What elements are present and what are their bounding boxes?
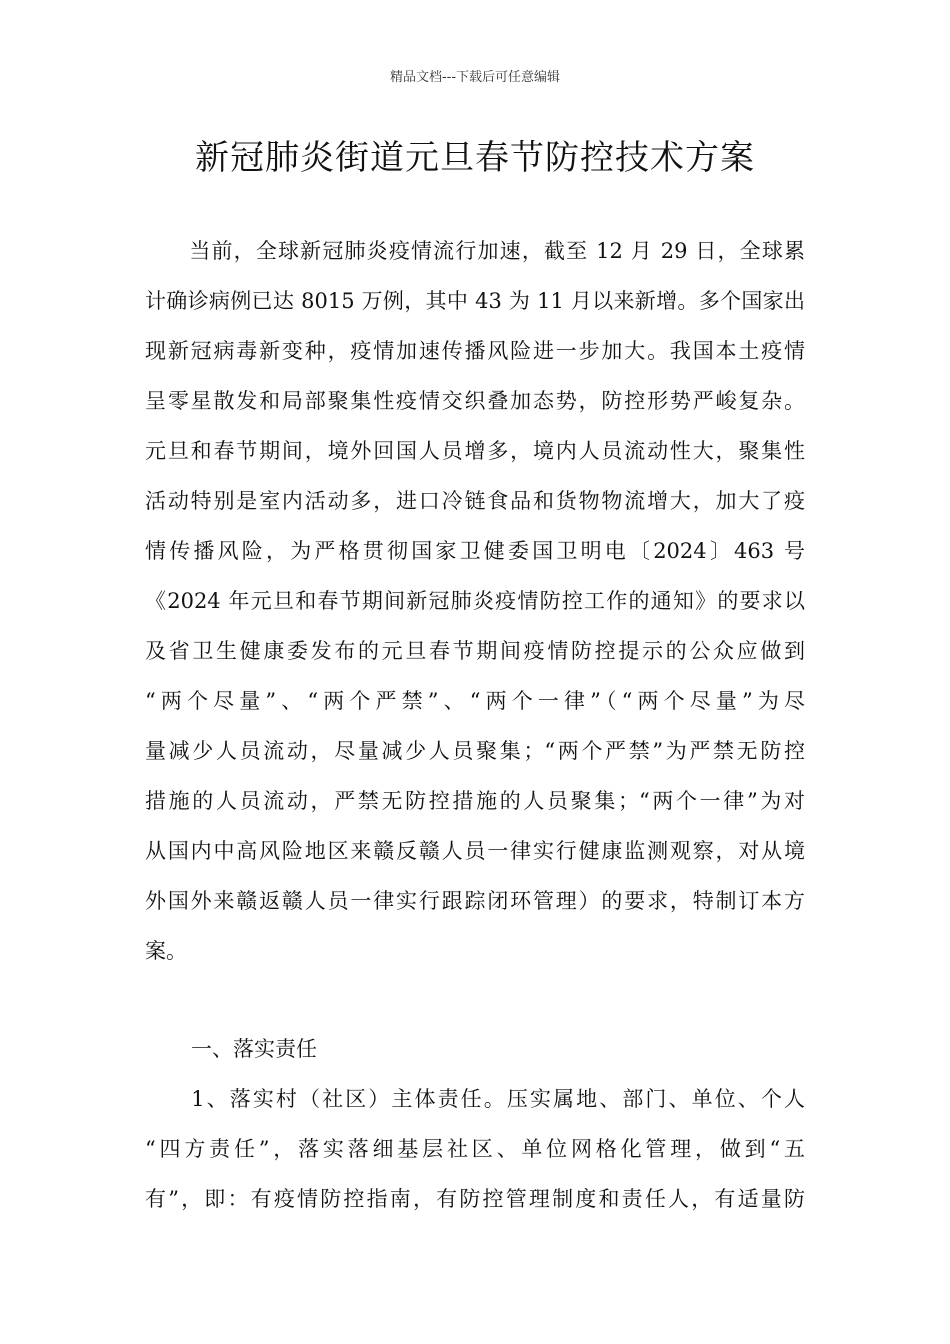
paragraph-line: 案。 [145, 939, 187, 963]
paragraph-line: 1、落实村（社区）主体责任。压实属地、部门、单位、个人 [145, 1087, 805, 1111]
paragraph-line: 《2024 年元旦和春节期间新冠肺炎疫情防控工作的通知》的要求以 [145, 589, 805, 613]
paragraph-line: 元旦和春节期间，境外回国人员增多，境内人员流动性大，聚集性 [145, 439, 805, 463]
paragraph-line: 有”，即：有疫情防控指南，有防控管理制度和责任人，有适量防 [145, 1187, 805, 1211]
paragraph-line: 现新冠病毒新变种，疫情加速传播风险进一步加大。我国本土疫情 [145, 339, 805, 363]
paragraph-line: 量减少人员流动，尽量减少人员聚集；“两个严禁”为严禁无防控 [145, 739, 805, 763]
intro-paragraph [145, 226, 805, 976]
paragraph-line: 计确诊病例已达 8015 万例，其中 43 为 11 月以来新增。多个国家出 [145, 289, 805, 313]
section-heading: 一、落实责任 [191, 1037, 317, 1061]
paragraph-line: “四方责任”，落实落细基层社区、单位网格化管理，做到“五 [145, 1137, 805, 1161]
paragraph-line: 情传播风险，为严格贯彻国家卫健委国卫明电〔2024〕463 号 [145, 539, 805, 563]
paragraph-line: 及省卫生健康委发布的元旦春节期间疫情防控提示的公众应做到 [145, 639, 805, 663]
paragraph-line: 当前，全球新冠肺炎疫情流行加速，截至 12 月 29 日，全球累 [145, 239, 805, 263]
paragraph-line: 从国内中高风险地区来赣反赣人员一律实行健康监测观察，对从境 [145, 839, 805, 863]
paragraph-line: 活动特别是室内活动多，进口冷链食品和货物物流增大，加大了疫 [145, 489, 805, 513]
header-note: 精品文档---下载后可任意编辑 [389, 70, 561, 85]
document-title: 新冠肺炎街道元旦春节防控技术方案 [195, 138, 755, 178]
paragraph-line: “两个尽量”、“两个严禁”、“两个一律”（“两个尽量”为尽 [145, 689, 805, 713]
paragraph-line: 外国外来赣返赣人员一律实行跟踪闭环管理）的要求，特制订本方 [145, 889, 805, 913]
paragraph-line: 呈零星散发和局部聚集性疫情交织叠加态势，防控形势严峻复杂。 [145, 389, 805, 413]
paragraph-line: 措施的人员流动，严禁无防控措施的人员聚集；“两个一律”为对 [145, 789, 805, 813]
section-paragraph [145, 1074, 805, 1224]
